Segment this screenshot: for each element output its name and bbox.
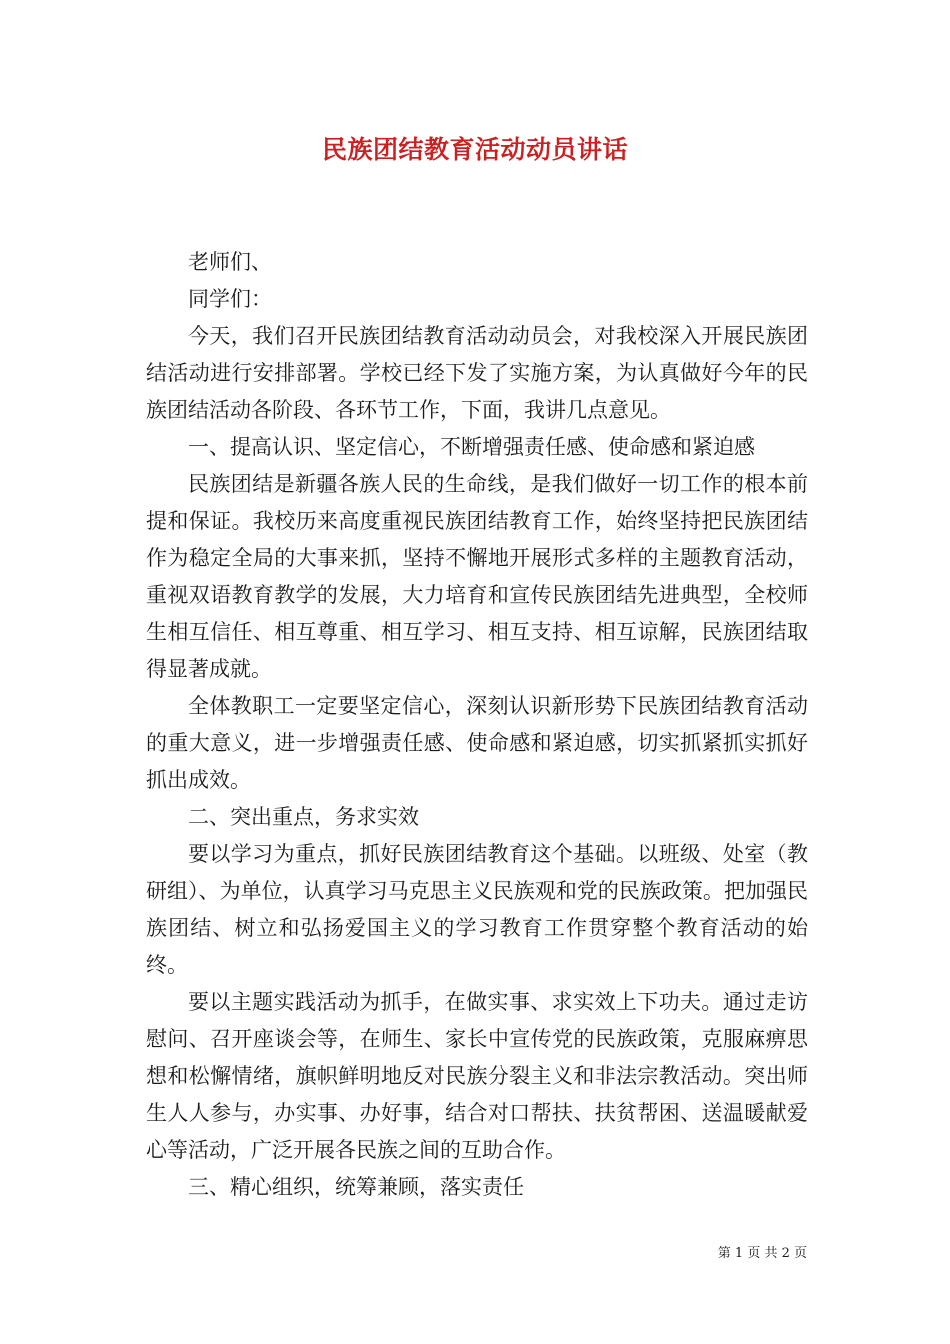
salutation-teachers: 老师们、 <box>188 250 272 274</box>
page-number: 第 1 页 共 2 页 <box>717 1246 807 1261</box>
section-heading-2: 二、突出重点，务求实效 <box>188 805 419 829</box>
section-heading-1: 一、提高认识、坚定信心，不断增强责任感、使命感和紧迫感 <box>188 435 755 459</box>
page-title: 民族团结教育活动动员讲话 <box>321 135 628 164</box>
body-paragraph: 民族团结是新疆各族人民的生命线，是我们做好一切工作的根本前提和保证。我校历来高度重视民族团结教育工作，始终坚持把民族团结作为稳定全局的大事来抓，坚持不懈地开展形式多样的主题教育活动，重视双语教育教学的发展，大力培育和宣传民族团结先进典型，全校师生相互信任、相互尊重、相互学习、相互支持、相互谅解，民族团结取得显著成就。 <box>146 472 808 681</box>
body-paragraph: 要以主题实践活动为抓手，在做实事、求实效上下功夫。通过走访慰问、召开座谈会等，在师生、家长中宣传党的民族政策，克服麻痹思想和松懈情绪，旗帜鲜明地反对民族分裂主义和非法宗教活动。突出师生人人参与，办实事、办好事，结合对口帮扶、扶贫帮困、送温暖献爱心等活动，广泛开展各民族之间的互助合作。 <box>146 990 808 1162</box>
salutation-students: 同学们： <box>188 287 272 311</box>
body-paragraph: 全体教职工一定要坚定信心，深刻认识新形势下民族团结教育活动的重大意义，进一步增强责任感、使命感和紧迫感，切实抓紧抓实抓好抓出成效。 <box>146 694 808 792</box>
body-paragraph: 要以学习为重点，抓好民族团结教育这个基础。以班级、处室（教研组）、为单位，认真学习马克思主义民族观和党的民族政策。把加强民族团结、树立和弘扬爱国主义的学习教育工作贯穿整个教育活动的始终。 <box>146 842 808 977</box>
document-body <box>146 244 808 1206</box>
intro-paragraph: 今天，我们召开民族团结教育活动动员会，对我校深入开展民族团结活动进行安排部署。学校已经下发了实施方案，为认真做好今年的民族团结活动各阶段、各环节工作，下面，我讲几点意见。 <box>146 324 808 422</box>
section-heading-3: 三、精心组织，统筹兼顾，落实责任 <box>188 1175 524 1199</box>
